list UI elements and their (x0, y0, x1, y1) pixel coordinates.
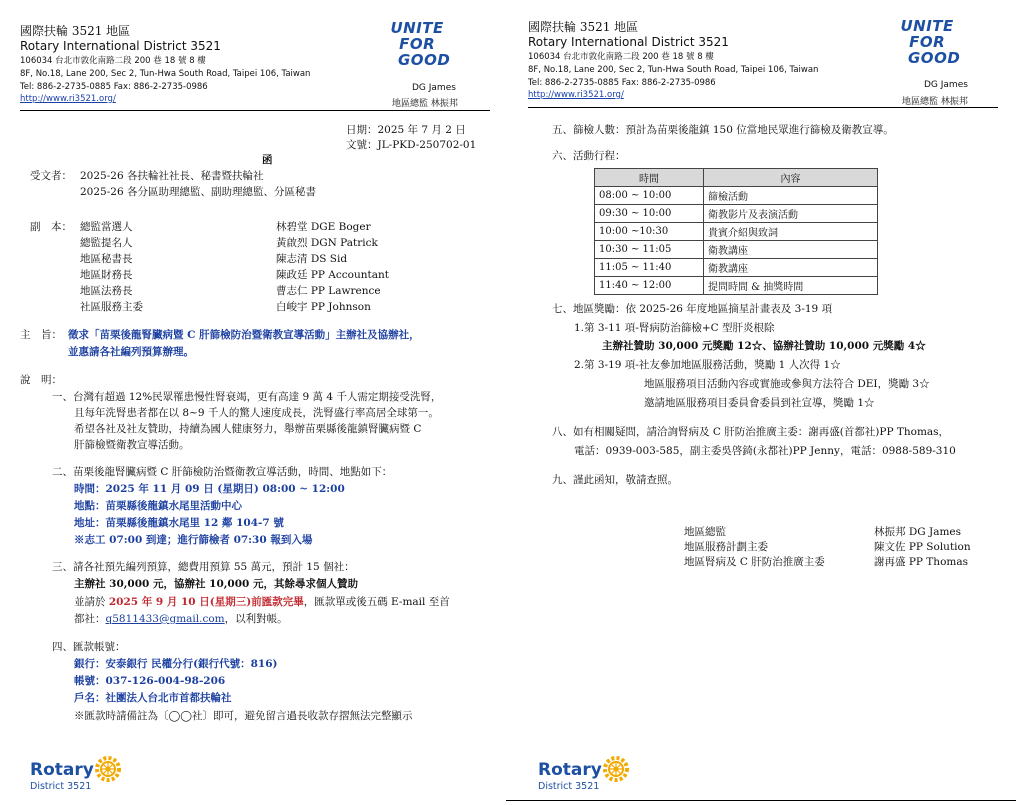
cc-label: 副 本： (30, 221, 72, 233)
subject-line-2: 並惠請各社編列預算辦理。 (68, 346, 194, 358)
letter-page-2 (516, 0, 1016, 805)
schedule-content: 貴賓介紹與致詞 (704, 223, 878, 241)
unite-for-good-logo (384, 20, 450, 68)
org-name-zh: 國際扶輪 3521 地區 (528, 20, 639, 34)
item-2-heading: 二、苗栗後龍腎臟病暨 C 肝篩檢防治暨衛教宣導活動，時間、地點如下： (52, 466, 393, 478)
bank-name: 銀行：安泰銀行 民權分行(銀行代號：816) (74, 658, 278, 670)
reward-item-2-detail-2: 邀請地區服務項目委員會委員到社宣導，獎勵 1☆ (644, 397, 875, 409)
district-label: District 3521 (538, 781, 600, 792)
schedule-content: 篩檢活動 (704, 187, 878, 205)
schedule-content: 提問時間 & 抽獎時間 (704, 277, 878, 295)
deadline-suffix: ，匯款單或後五碼 E-mail 至首 (303, 596, 450, 608)
schedule-content: 衛教影片及表演活動 (704, 205, 878, 223)
signatory-title: 地區總監 (684, 526, 726, 538)
header-divider (20, 110, 490, 111)
item-7-heading: 七、地區獎勵：依 2025-26 年度地區摘星計畫表及 3-19 項 (552, 303, 833, 315)
payment-deadline-line (74, 594, 450, 609)
signatory-name: 謝再盛 PP Thomas (874, 556, 968, 568)
email-suffix: ，以利對帳。 (224, 613, 288, 625)
event-address: 地址：苗栗縣後龍鎮水尾里 12 鄰 104-7 號 (74, 517, 284, 529)
explanation-label: 說 明： (20, 374, 62, 386)
recipient-line-2: 2025-26 各分區助理總監、副助理總監、分區秘書 (80, 186, 316, 198)
slogan-line-3: GOOD (908, 49, 961, 67)
item-8-line-1: 八、如有相關疑問，請洽詢腎病及 C 肝防治推廣主委：謝再盛(首都社)PP Thomas， (552, 426, 950, 438)
reward-item-1: 1.第 3-11 項-腎病防治篩檢+C 型肝炎根除 (574, 322, 775, 334)
bank-account: 帳號：037-126-004-98-206 (74, 675, 226, 687)
item-4-heading: 四、匯款帳號： (52, 641, 126, 653)
schedule-time: 11:40 ~ 12:00 (595, 277, 704, 295)
rotary-wheel-icon (602, 755, 630, 783)
cc-name: 白峻宇 PP Johnson (276, 301, 371, 313)
schedule-time: 11:05 ~ 11:40 (595, 259, 704, 277)
table-row (595, 187, 878, 205)
item-1-line-3: 希望各社及社友贊助，持續為國人健康努力，舉辦苗栗縣後龍鎮腎臟病暨 C (74, 423, 422, 435)
schedule-header-content: 內容 (704, 169, 878, 187)
schedule-content: 衛教講座 (704, 259, 878, 277)
cc-title: 總監當選人 (80, 221, 133, 233)
contact-email-link[interactable]: q5811433@gmail.com (105, 613, 225, 625)
signatory-name: 陳文佐 PP Solution (874, 541, 971, 553)
rotary-brand: Rotary (538, 760, 602, 780)
letter-page-1 (8, 0, 508, 805)
remittance-note: ※匯款時請備註為〔◯◯社〕即可，避免留言過長收款存摺無法完整顯示 (74, 710, 413, 722)
letter-type: 函 (262, 154, 273, 166)
item-8-line-2: 電話：0939-003-585，副主委吳啓錡(永都社)PP Jenny，電話：0988-589-310 (574, 445, 956, 457)
reward-item-1-detail: 主辦社贊助 30,000 元獎勵 12☆、協辦社贊助 10,000 元獎勵 4☆ (602, 340, 926, 352)
recipient-line-1: 2025-26 各扶輪社社長、秘書暨扶輪社 (80, 170, 264, 182)
schedule-time: 10:00 ~10:30 (595, 223, 704, 241)
slogan-line-2: FOR (909, 33, 946, 51)
table-row (595, 277, 878, 295)
website-link[interactable]: http://www.ri3521.org/ (528, 90, 624, 100)
item-9: 九、謹此函知，敬請查照。 (552, 474, 678, 486)
address-zh: 106034 台北市敦化南路二段 200 巷 18 號 8 樓 (20, 56, 206, 66)
sponsor-amounts: 主辦社 30,000 元，協辦社 10,000 元，其餘尋求個人贊助 (74, 578, 358, 590)
signatory-title: 地區服務計劃主委 (684, 541, 768, 553)
item-3-heading: 三、請各社預先編列預算，總費用預算 55 萬元，預計 15 個社： (52, 561, 355, 573)
subject-label: 主 旨： (20, 329, 62, 341)
schedule-time: 10:30 ~ 11:05 (595, 241, 704, 259)
cc-name: 陳志清 DS Sid (276, 253, 348, 265)
letter-date: 日期：2025 年 7 月 2 日 (346, 124, 466, 136)
reward-item-2-detail-1: 地區服務項目活動內容或實施或參與方法符合 DEI，獎勵 3☆ (644, 378, 930, 390)
cc-title: 社區服務主委 (80, 301, 143, 313)
cc-name: 林碧堂 DGE Boger (276, 221, 371, 233)
schedule-time: 08:00 ~ 10:00 (595, 187, 704, 205)
slogan-line-3: GOOD (398, 51, 451, 69)
schedule-time: 09:30 ~ 10:00 (595, 205, 704, 223)
address-en: 8F, No.18, Lane 200, Sec 2, Tun-Hwa South Road, Taipei 106, Taiwan (528, 65, 819, 75)
item-1-line-2: 且每年洗腎患者都在以 8~9 千人的驚人速度成長，洗腎盛行率高居全球第一。 (74, 407, 439, 419)
letter-doc-number: 文號：JL-PKD-250702-01 (346, 139, 477, 151)
subject-line-1: 徵求「苗栗後龍腎臟病暨 C 肝篩檢防治暨衛教宣導活動」主辦社及協辦社， (68, 329, 420, 341)
event-place: 地點：苗栗縣後龍鎮水尾里活動中心 (74, 500, 242, 512)
tel-fax: Tel: 886-2-2735-0885 Fax: 886-2-2735-0986 (528, 78, 716, 88)
account-holder: 戶名：社團法人台北市首都扶輪社 (74, 692, 232, 704)
slogan-line-1: UNITE (390, 19, 444, 37)
recipient-label: 受文者： (30, 170, 72, 182)
email-line (74, 611, 288, 626)
schedule-table (594, 168, 878, 295)
org-name-en: Rotary International District 3521 (20, 39, 221, 53)
event-time: 時間：2025 年 11 月 09 日 (星期日) 08:00 ~ 12:00 (74, 483, 345, 495)
cc-title: 地區秘書長 (80, 253, 133, 265)
item-1-line-4: 肝篩檢暨衛教宣導活動。 (74, 439, 190, 451)
dg-name-en: DG James (924, 80, 968, 90)
payment-deadline: 2025 年 9 月 10 日(星期三)前匯款完畢 (108, 596, 304, 608)
item-1-line-1: 一、台灣有超過 12%民眾罹患慢性腎衰竭，更有高達 9 萬 4 千人需定期接受洗腎， (52, 391, 442, 403)
cc-name: 黃啟烈 DGN Patrick (276, 237, 378, 249)
cc-title: 地區法務長 (80, 285, 133, 297)
slogan-line-1: UNITE (900, 17, 954, 35)
table-row (595, 205, 878, 223)
table-row (595, 223, 878, 241)
dg-name-en: DG James (412, 83, 456, 93)
dg-name-zh: 地區總監 林振邦 (392, 99, 458, 109)
rotary-brand: Rotary (30, 760, 94, 780)
event-note: ※志工 07:00 到達；進行篩檢者 07:30 報到入場 (74, 534, 313, 546)
deadline-prefix: 並請於 (74, 596, 109, 608)
district-label: District 3521 (30, 781, 92, 792)
dg-name-zh: 地區總監 林振邦 (902, 97, 968, 107)
table-row (595, 259, 878, 277)
schedule-header-time: 時間 (595, 169, 704, 187)
cc-name: 陳政廷 PP Accountant (276, 269, 389, 281)
website-link[interactable]: http://www.ri3521.org/ (20, 94, 116, 104)
org-name-zh: 國際扶輪 3521 地區 (20, 24, 131, 38)
header-divider (528, 107, 998, 108)
page-bottom-rule (506, 800, 1016, 801)
schedule-content: 衛教講座 (704, 241, 878, 259)
slogan-line-2: FOR (399, 35, 436, 53)
address-zh: 106034 台北市敦化南路二段 200 巷 18 號 8 樓 (528, 52, 714, 62)
tel-fax: Tel: 886-2-2735-0885 Fax: 886-2-2735-0986 (20, 82, 208, 92)
cc-title: 地區財務長 (80, 269, 133, 281)
org-name-en: Rotary International District 3521 (528, 35, 729, 49)
signatory-title: 地區腎病及 C 肝防治推廣主委 (684, 556, 825, 568)
address-en: 8F, No.18, Lane 200, Sec 2, Tun-Hwa South Road, Taipei 106, Taiwan (20, 69, 311, 79)
cc-name: 曹志仁 PP Lawrence (276, 285, 381, 297)
item-6-heading: 六、活動行程： (552, 150, 626, 162)
cc-title: 總監提名人 (80, 237, 133, 249)
schedule-header-row (595, 169, 878, 187)
signatory-name: 林振邦 DG James (874, 526, 962, 538)
table-row (595, 241, 878, 259)
reward-item-2: 2.第 3-19 項-社友參加地區服務活動，獎勵 1 人次得 1☆ (574, 359, 841, 371)
email-prefix: 都社： (74, 613, 106, 625)
rotary-wheel-icon (94, 755, 122, 783)
item-5: 五、篩檢人數：預計為苗栗後龍鎮 150 位當地民眾進行篩檢及衛教宣導。 (552, 124, 894, 136)
unite-for-good-logo (894, 18, 960, 66)
